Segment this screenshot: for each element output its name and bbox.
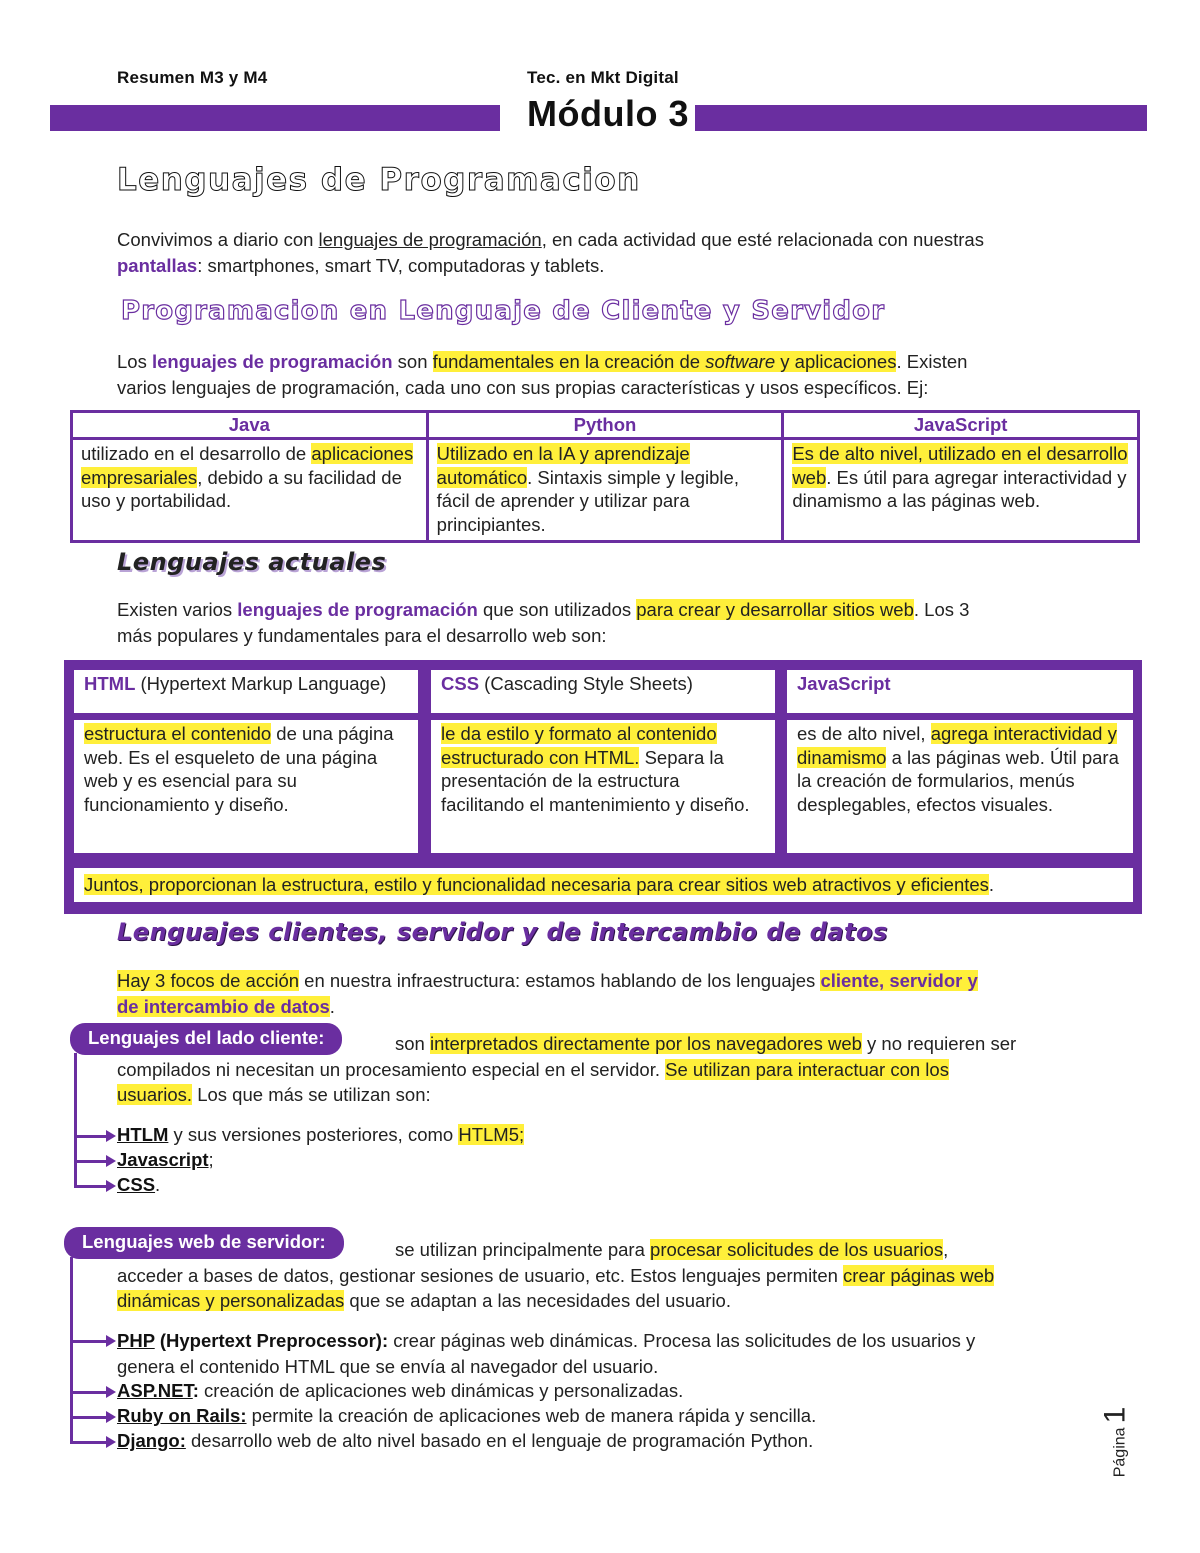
- section-title-cliente-servidor: Programacion en Lenguaje de Cliente y Servidor: [121, 296, 886, 326]
- arrow-icon: [70, 1416, 108, 1419]
- intro-paragraph: Convivimos a diario con lenguajes de programación, en cada actividad que esté relacionada con nuestras pantallas: smartphones, smart TV, computadoras y tablets.: [117, 229, 984, 276]
- server-paragraph: se utilizan principalmente para procesar solicitudes de los usuarios, acceder a bases de datos, gestionar sesiones de usuario, etc. Estos lenguajes permiten crear páginas web dinámicas y personalizadas que se adaptan a las necesidades del usuario.: [117, 1239, 995, 1311]
- section3-paragraph: Existen varios lenguajes de programación que son utilizados para crear y desarrollar sitios web. Los 3 más populares y fundamentales para el desarrollo web son:: [117, 599, 970, 646]
- header-bar-right: [695, 105, 1147, 131]
- header-right: Tec. en Mkt Digital: [527, 68, 679, 87]
- th-html: HTML (Hypertext Markup Language): [74, 670, 418, 713]
- cell-java: utilizado en el desarrollo de aplicaciones empresariales, debido a su facilidad de uso y portabilidad.: [72, 439, 428, 542]
- cell-footer: Juntos, proporcionan la estructura, estilo y funcionalidad necesaria para crear sitios web atractivos y eficientes.: [74, 868, 1133, 902]
- section2-paragraph: Los lenguajes de programación son fundamentales en la creación de software y aplicaciones. Existen varios lenguajes de programación, cada uno con sus propias características y usos específicos. Ej:: [117, 351, 968, 398]
- arrow-icon: [70, 1391, 108, 1394]
- header-left: Resumen M3 y M4: [117, 68, 268, 87]
- cell-html: estructura el contenido de una página web. Es el esqueleto de una página web y es esencial para su funcionamiento y diseño.: [74, 720, 418, 853]
- header-bar-left: [50, 105, 500, 131]
- client-item-css: CSS.: [117, 1174, 161, 1195]
- server-item-aspnet: ASP.NET: creación de aplicaciones web dinámicas y personalizadas.: [117, 1380, 684, 1401]
- client-paragraph: son interpretados directamente por los navegadores web y no requieren ser compilados ni necesitan un procesamiento especial en el servidor. Se utilizan para interactuar con los usuarios. Los que más se utilizan son:: [117, 1033, 1017, 1105]
- th-css: CSS (Cascading Style Sheets): [431, 670, 775, 713]
- module-title: Módulo 3: [527, 93, 689, 134]
- cell-js: es de alto nivel, agrega interactividad y dinamismo a las páginas web. Útil para la creación de formularios, menús desplegables, efectos visuales.: [787, 720, 1133, 853]
- section-title-lenguajes: Lenguajes de Programacion: [117, 162, 641, 198]
- arrow-icon: [70, 1340, 108, 1343]
- server-item-django: Django: desarrollo web de alto nivel basado en el lenguaje de programación Python.: [117, 1430, 814, 1451]
- arrow-icon: [74, 1185, 108, 1188]
- page-number: Página1: [1098, 1406, 1132, 1478]
- web-languages-table: [64, 660, 1142, 914]
- cell-css: le da estilo y formato al contenido estructurado con HTML. Separa la presentación de la estructura facilitando el mantenimiento y diseño.: [431, 720, 775, 853]
- server-side-pill: Lenguajes web de servidor:: [64, 1227, 344, 1257]
- th-java: Java: [72, 412, 428, 439]
- cell-javascript: Es de alto nivel, utilizado en el desarrollo web. Es útil para agregar interactividad y dinamismo a las páginas web.: [783, 439, 1139, 542]
- client-item-javascript: Javascript;: [117, 1149, 214, 1170]
- client-item-html: HTLM y sus versiones posteriores, como HTLM5;: [117, 1124, 525, 1145]
- th-python: Python: [427, 412, 783, 439]
- arrow-icon: [74, 1160, 108, 1163]
- section4-paragraph: Hay 3 focos de acción en nuestra infraestructura: estamos hablando de los lenguajes cliente, servidor y de intercambio de datos.: [117, 970, 978, 1017]
- languages-table: [70, 410, 1140, 543]
- arrow-icon: [74, 1135, 108, 1138]
- server-item-ruby: Ruby on Rails: permite la creación de aplicaciones web de manera rápida y sencilla.: [117, 1405, 817, 1426]
- section-title-intercambio: Lenguajes clientes, servidor y de intercambio de datos: [117, 918, 888, 946]
- client-side-pill: Lenguajes del lado cliente:: [70, 1023, 342, 1053]
- arrow-icon: [70, 1441, 108, 1444]
- client-tree-line: [74, 1053, 77, 1187]
- th-javascript: JavaScript: [783, 412, 1139, 439]
- cell-python: Utilizado en la IA y aprendizaje automático. Sintaxis simple y legible, fácil de aprender y utilizar para principiantes.: [427, 439, 783, 542]
- server-item-php: PHP (Hypertext Preprocessor): crear páginas web dinámicas. Procesa las solicitudes de los usuarios y genera el contenido HTML que se envía al navegador del usuario.: [117, 1330, 976, 1377]
- section-title-actuales: Lenguajes actuales: [117, 548, 387, 576]
- th-js: JavaScript: [787, 670, 1133, 713]
